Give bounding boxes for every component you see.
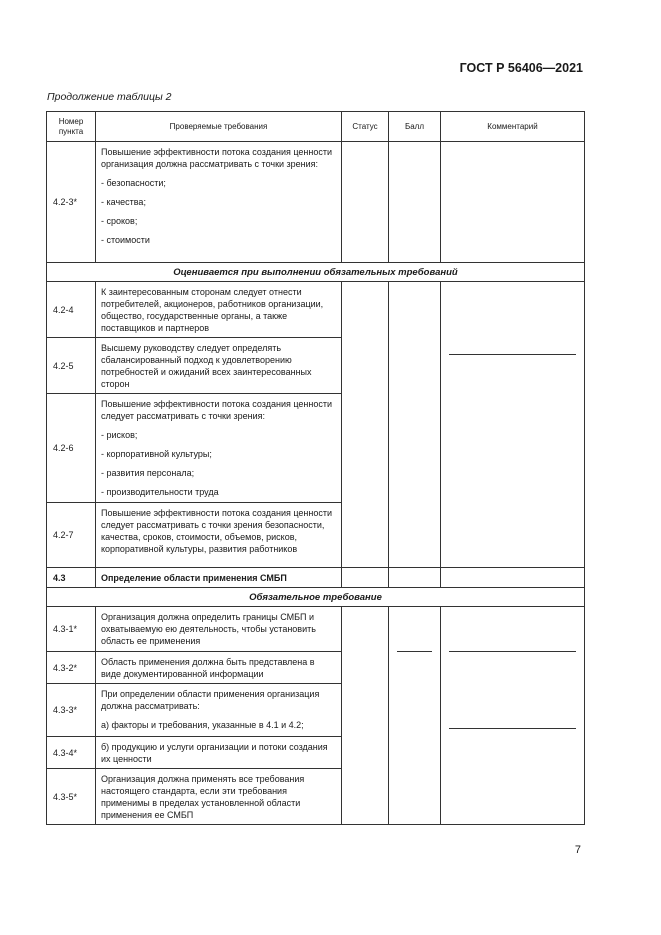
table-row: [47, 568, 585, 588]
status-cell[interactable]: [342, 142, 389, 263]
comment-divider: [449, 651, 576, 652]
comment-cell[interactable]: [441, 568, 585, 588]
requirement-text: При определении области применения организация должна рассматривать: а) факторы и требования, указанные в 4.1 и 4.2;: [96, 684, 342, 737]
column-header-requirements: Проверяемые требования: [96, 112, 342, 142]
requirement-text: Определение области применения СМБП: [96, 568, 342, 588]
requirement-text: б) продукцию и услуги организации и потоки создания их ценности: [96, 737, 342, 769]
table-row: [47, 282, 585, 338]
column-header-number: Номер пункта: [47, 112, 96, 142]
comment-cell[interactable]: [441, 142, 585, 263]
row-number: 4.3-1*: [47, 607, 96, 652]
row-number: 4.3: [47, 568, 96, 588]
table-caption: Продолжение таблицы 2: [47, 91, 172, 103]
comment-divider: [449, 354, 576, 355]
requirement-text: Область применения должна быть представлена в виде документированной информации: [96, 652, 342, 684]
row-number: 4.2-3*: [47, 142, 96, 263]
row-number: 4.3-3*: [47, 684, 96, 737]
standard-code: ГОСТ Р 56406—2021: [459, 61, 583, 75]
score-cell[interactable]: [389, 607, 441, 825]
requirement-text: Организация должна определить границы СМБП и охватываемую ею деятельность, чтобы установить область ее применения: [96, 607, 342, 652]
section-row: [47, 588, 585, 607]
table-header-row: [47, 112, 585, 142]
requirement-text: К заинтересованным сторонам следует отнести потребителей, акционеров, работников организации, общество, государственные органы, а также поставщиков и партнеров: [96, 282, 342, 338]
row-number: 4.2-5: [47, 338, 96, 394]
section-title: Обязательное требование: [47, 588, 585, 607]
table-row: [47, 142, 585, 263]
score-divider: [397, 651, 432, 652]
requirement-text: Повышение эффективности потока создания ценности следует рассматривать с точки зрения безопасности, качества, сроков, стоимости, объемов, рисков, корпоративной культуры, развития работников: [96, 503, 342, 568]
page-number: 7: [574, 844, 581, 856]
score-cell[interactable]: [389, 142, 441, 263]
comment-cell[interactable]: [441, 607, 585, 825]
column-header-status: Статус: [342, 112, 389, 142]
requirement-text: Повышение эффективности потока создания ценности организация должна рассматривать с точки зрения: - безопасности; - качества; - сроков; - стоимости: [96, 142, 342, 263]
row-number: 4.2-4: [47, 282, 96, 338]
requirement-text: Высшему руководству следует определять сбалансированный подход к удовлетворению потребностей и ожиданий всех заинтересованных сторон: [96, 338, 342, 394]
row-number: 4.3-4*: [47, 737, 96, 769]
row-number: 4.2-7: [47, 503, 96, 568]
column-header-comment: Комментарий: [441, 112, 585, 142]
status-cell[interactable]: [342, 607, 389, 825]
row-number: 4.3-5*: [47, 769, 96, 825]
requirements-table: [46, 111, 585, 825]
comment-cell[interactable]: [441, 282, 585, 568]
score-cell[interactable]: [389, 568, 441, 588]
status-cell[interactable]: [342, 282, 389, 568]
status-cell[interactable]: [342, 568, 389, 588]
section-row: [47, 263, 585, 282]
section-title: Оценивается при выполнении обязательных требований: [47, 263, 585, 282]
score-cell[interactable]: [389, 282, 441, 568]
requirement-text: Повышение эффективности потока создания ценности следует рассматривать с точки зрения: - рисков; - корпоративной культуры; - развития персонала; - производительности труда: [96, 394, 342, 503]
row-number: 4.3-2*: [47, 652, 96, 684]
table-row: [47, 607, 585, 652]
requirement-text: Организация должна применять все требования настоящего стандарта, если эти требования применимы в пределах установленной области применения ее СМБП: [96, 769, 342, 825]
comment-divider: [449, 728, 576, 729]
row-number: 4.2-6: [47, 394, 96, 503]
column-header-score: Балл: [389, 112, 441, 142]
